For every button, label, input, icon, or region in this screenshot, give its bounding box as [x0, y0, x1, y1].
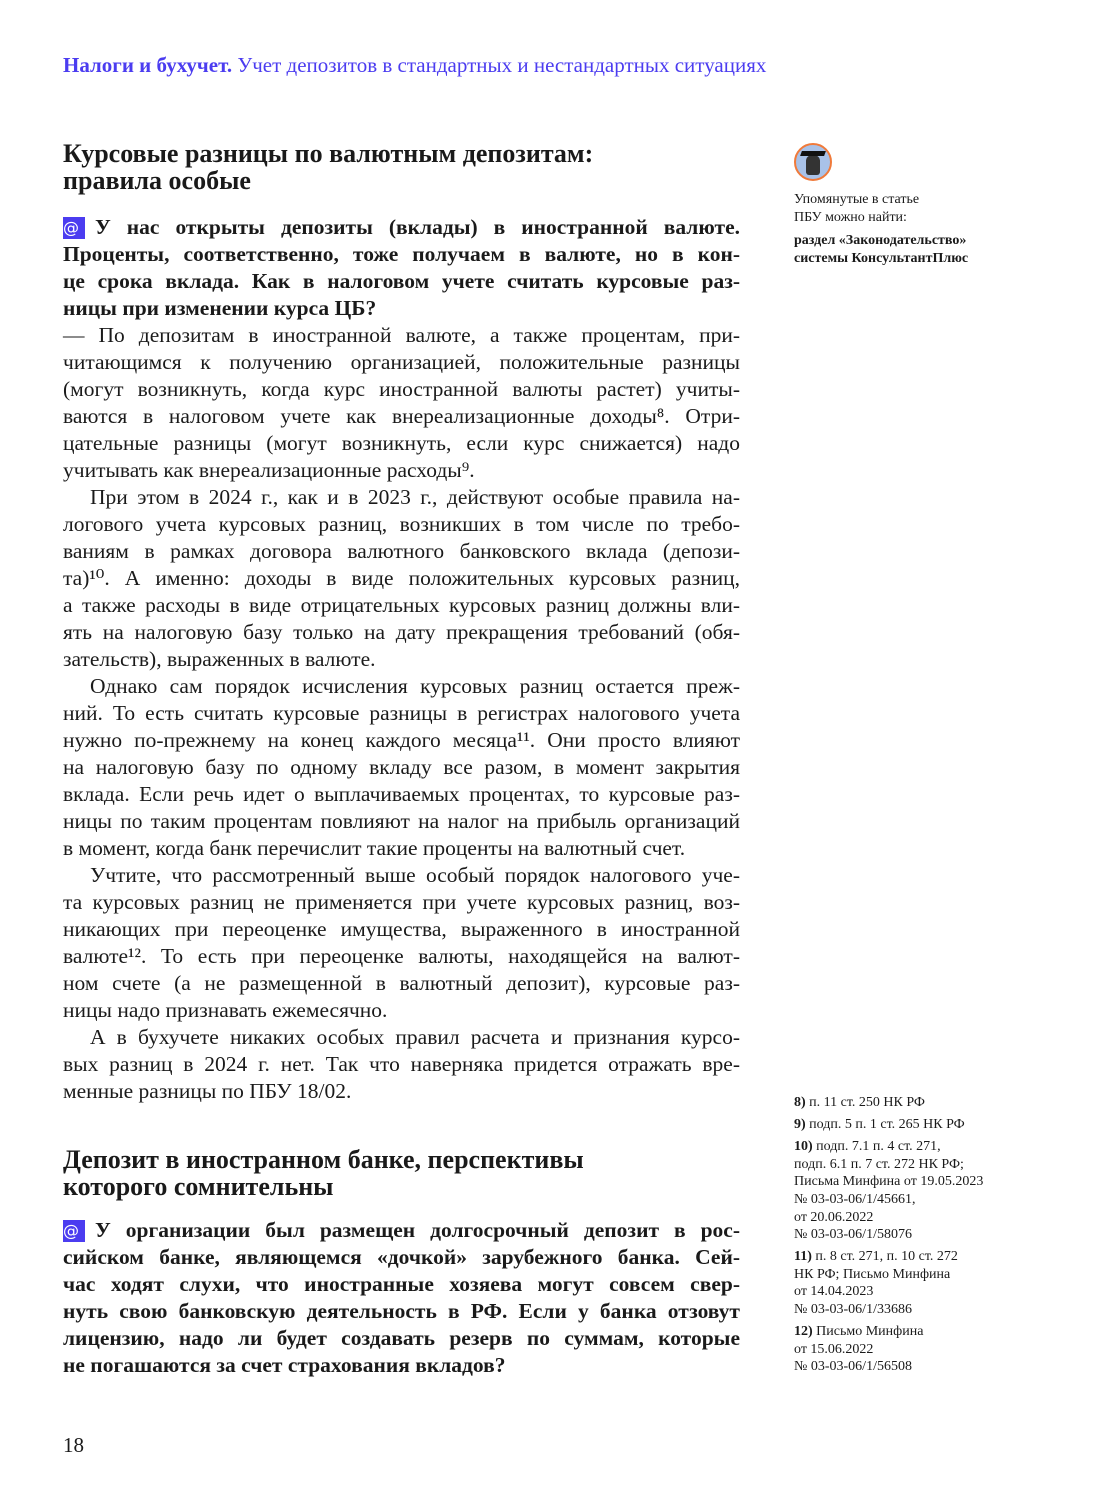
text-line: нужно по-прежнему на конец каждого месяца¹¹. Они просто влияют	[63, 728, 740, 752]
question-line-text: У организации был размещен долгосрочный депозит в рос-	[95, 1218, 740, 1242]
text-line: читающимся к получению организацией, положительные разницы	[63, 350, 740, 374]
text-line: та)¹⁰. А именно: доходы в виде положительных курсовых разниц,	[63, 566, 740, 590]
footnote-text: от 14.04.2023	[794, 1284, 874, 1300]
note-bold-line: раздел «Законодательство»	[794, 233, 967, 248]
text-line: ний. То есть считать курсовые разницы в регистрах налогового учета	[63, 701, 740, 725]
text-line: цательные разницы (могут возникнуть, если курс снижается) надо	[63, 431, 740, 455]
footnote	[794, 1094, 1054, 1112]
professor-avatar-icon	[794, 143, 832, 181]
text-line: зательств), выраженных в валюте.	[63, 647, 376, 671]
question-line	[63, 1217, 740, 1244]
footnote-text: № 03-03-06/1/58076	[794, 1227, 912, 1243]
footnote-line	[794, 1226, 1054, 1244]
footnote-line	[794, 1209, 1054, 1227]
at-icon: @	[63, 217, 85, 239]
text-line: А в бухучете никаких особых правил расчета и признания курсо-	[90, 1025, 740, 1049]
footnote-number: 9)	[794, 1117, 806, 1133]
heading-line: Депозит в иностранном банке, перспективы	[63, 1145, 584, 1174]
footnotes	[794, 1094, 1054, 1380]
paragraph	[63, 484, 740, 673]
running-head	[63, 53, 766, 78]
question-line	[63, 214, 740, 241]
text-line: (могут возникнуть, когда курс иностранной валюты растет) учиты-	[63, 377, 740, 401]
at-icon: @	[63, 1220, 85, 1242]
text-line: а также расходы в виде отрицательных курсовых разниц должны вли-	[63, 593, 740, 617]
footnote-line	[794, 1248, 1054, 1266]
footnote-text: № 03-03-06/1/33686	[794, 1302, 912, 1318]
section1-heading	[63, 140, 740, 194]
note-bold-line: системы КонсультантПлюс	[794, 250, 969, 266]
footnote-line	[794, 1283, 1054, 1301]
footnote-text: от 20.06.2022	[794, 1209, 874, 1225]
footnote-text: Письма Минфина от 19.05.2023	[794, 1174, 984, 1190]
question-line-text: У нас открыты депозиты (вклады) в иностранной валюте.	[95, 215, 740, 239]
text-line: логового учета курсовых разниц, возникших в том числе по требо-	[63, 512, 740, 536]
footnote	[794, 1116, 1054, 1134]
footnote-text: Письмо Минфина	[816, 1324, 924, 1340]
footnote-text: подп. 7.1 п. 4 ст. 271,	[816, 1139, 941, 1155]
sidebar-note	[794, 143, 1054, 267]
running-head-title: Учет депозитов в стандартных и нестандартных ситуациях	[237, 53, 767, 77]
footnote-text: подп. 6.1 п. 7 ст. 272 НК РФ;	[794, 1156, 964, 1172]
footnote-line	[794, 1301, 1054, 1319]
text-line: ваниям в рамках договора валютного банковского вклада (депози-	[63, 539, 740, 563]
footnote	[794, 1248, 1054, 1318]
text-line: ницы надо признавать ежемесячно.	[63, 998, 388, 1022]
footnote	[794, 1138, 1054, 1244]
question-line: нуть свою банковскую деятельность в РФ. Если у банка отзовут	[63, 1299, 740, 1323]
text-line: — По депозитам в иностранной валюте, а также процентам, при-	[63, 323, 740, 347]
text-line: менные разницы по ПБУ 18/02.	[63, 1079, 352, 1103]
text-line: ницы по таким процентам повлияют на налог на прибыль организаций	[63, 809, 740, 833]
heading-line: Курсовые разницы по валютным депозитам:	[63, 139, 594, 168]
section2-question	[63, 1217, 740, 1379]
text-line: Однако сам порядок исчисления курсовых разниц остается преж-	[90, 674, 740, 698]
text-line: в момент, когда банк перечислит такие проценты на валютный счет.	[63, 836, 686, 860]
question-line: лицензию, надо ли будет создавать резерв по суммам, которые	[63, 1326, 740, 1350]
footnote-line	[794, 1191, 1054, 1209]
footnote-line	[794, 1323, 1054, 1341]
footnote-text: № 03-03-06/1/56508	[794, 1359, 912, 1375]
footnote-line	[794, 1358, 1054, 1376]
page-number: 18	[63, 1433, 84, 1457]
section1-question	[63, 214, 740, 322]
footnote-line	[794, 1173, 1054, 1191]
footnote-text: подп. 5 п. 1 ст. 265 НК РФ	[809, 1117, 965, 1133]
section1-answer	[63, 322, 740, 1105]
footnote-line	[794, 1138, 1054, 1156]
footnote-text: п. 11 ст. 250 НК РФ	[809, 1095, 925, 1110]
question-line: це срока вклада. Как в налоговом учете считать курсовые раз-	[63, 269, 740, 293]
text-line: ять на налоговую базу только на дату прекращения требований (обя-	[63, 620, 740, 644]
text-line: вклада. Если речь идет о выплачиваемых процентах, то курсовые раз-	[63, 782, 740, 806]
note-line: ПБУ можно найти:	[794, 209, 907, 225]
text-line: та курсовых разниц не применяется при учете курсовых разниц, воз-	[63, 890, 740, 914]
text-line: ваются в налоговом учете как внереализационные доходы⁸. Отри-	[63, 404, 740, 428]
footnote-line	[794, 1094, 1054, 1112]
note-line: Упомянутые в статье	[794, 192, 920, 207]
section2-heading	[63, 1146, 740, 1200]
heading-line: которого сомнительны	[63, 1172, 334, 1201]
paragraph	[63, 862, 740, 1024]
running-head-section: Налоги и бухучет.	[63, 53, 233, 77]
footnote-number: 10)	[794, 1139, 813, 1155]
question-line: час ходят слухи, что иностранные хозяева могут совсем свер-	[63, 1272, 740, 1296]
footnote-line	[794, 1156, 1054, 1174]
heading-line: правила особые	[63, 166, 251, 195]
paragraph	[63, 322, 740, 484]
text-line: учитывать как внереализационные расходы⁹.	[63, 458, 475, 482]
text-line: вых разниц в 2024 г. нет. Так что наверняка придется отражать вре-	[63, 1052, 740, 1076]
footnote-number: 8)	[794, 1095, 806, 1110]
paragraph	[63, 1024, 740, 1105]
footnote-number: 12)	[794, 1324, 813, 1340]
paragraph	[63, 673, 740, 862]
footnote-line	[794, 1116, 1054, 1134]
footnote-text: № 03-03-06/1/45661,	[794, 1191, 916, 1207]
text-line: ном счете (а не размещенной в валютный депозит), курсовые раз-	[63, 971, 740, 995]
footnote-text: п. 8 ст. 271, п. 10 ст. 272	[815, 1249, 958, 1265]
footnote-text: от 15.06.2022	[794, 1341, 874, 1357]
footnote-line	[794, 1341, 1054, 1359]
footnote-text: НК РФ; Письмо Минфина	[794, 1266, 951, 1282]
text-line: валюте¹². То есть при переоценке валюты, находящейся на валют-	[63, 944, 740, 968]
question-line: не погашаются за счет страхования вкладов?	[63, 1353, 506, 1377]
footnote	[794, 1323, 1054, 1376]
text-line: Учтите, что рассмотренный выше особый порядок налогового уче-	[90, 863, 740, 887]
question-line: сийском банке, являющемся «дочкой» зарубежного банка. Сей-	[63, 1245, 740, 1269]
text-line: При этом в 2024 г., как и в 2023 г., действуют особые правила на-	[90, 485, 740, 509]
question-line: ницы при изменении курса ЦБ?	[63, 296, 377, 320]
footnote-number: 11)	[794, 1249, 812, 1265]
text-line: никающих при переоценке имущества, выраженного в иностранной	[63, 917, 740, 941]
footnote-line	[794, 1266, 1054, 1284]
question-line: Проценты, соответственно, тоже получаем в валюте, но в кон-	[63, 242, 740, 266]
text-line: на налоговую базу по одному вкладу все разом, в момент закрытия	[63, 755, 740, 779]
